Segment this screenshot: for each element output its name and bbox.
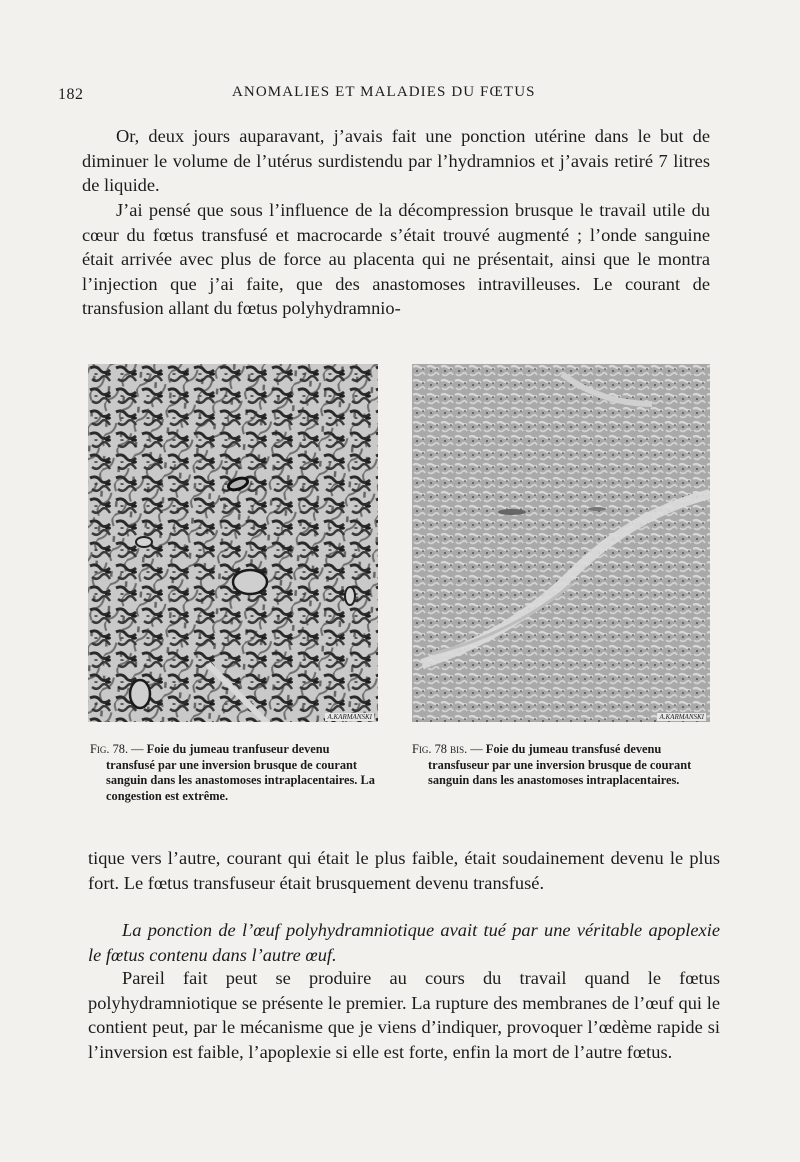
page-number: 182 xyxy=(58,86,84,103)
figure-78-bis-caption xyxy=(412,742,712,789)
caption-first-line: Foie du jumeau tranfuseur devenu xyxy=(146,742,330,756)
paragraph-2: J’ai pensé que sous l’influence de la décompression brusque le travail utile du cœur du fœtus transfusé et macrocarde s’était trouvé augmenté ; l’onde sanguine était arrivée avec plus de force au placenta qui ne présentait, ainsi que le montra l’injection que j’ai faite, que des anastomoses intravilleuses. Le courant de transfusion allant du fœtus polyhydramnio- xyxy=(82,200,710,318)
paragraph-1: Or, deux jours auparavant, j’avais fait une ponction utérine dans le but de diminuer le volume de l’utérus surdistendu par l’hydramnios et j’avais retiré 7 litres de liquide. xyxy=(82,126,710,195)
plate-signature: A.KARMANSKI xyxy=(659,713,704,721)
running-title: ANOMALIES ET MALADIES DU FŒTUS xyxy=(232,84,536,100)
caption-first-line: Foie du jumeau transfusé devenu xyxy=(485,742,662,756)
caption-continuation: transfuseur par une inversion brusque de courant sanguin dans les anastomoses intraplacentaires. xyxy=(428,757,692,788)
figure-78-bis-plate xyxy=(412,364,710,722)
figure-78-caption xyxy=(90,742,390,804)
liver-micrograph-image xyxy=(412,364,710,722)
liver-micrograph-image xyxy=(88,364,378,722)
paragraph-4-italic: La ponction de l’œuf polyhydramniotique avait tué par une véritable apoplexie le fœtus contenu dans l’autre œuf. xyxy=(88,920,720,965)
figure-78-plate xyxy=(88,364,378,722)
plate-signature: A.KARMANSKI xyxy=(327,713,372,721)
paragraph-5: Pareil fait peut se produire au cours du travail quand le fœtus polyhydramniotique se présente le premier. La rupture des membranes de l’œuf qui le contient peut, par le mécanisme que je viens d’indiquer, provoquer l’œdème rapide si l’inversion est faible, l’apoplexie si elle est forte, enfin la mort de l’autre fœtus. xyxy=(88,968,720,1062)
caption-label: Fig. 78. — xyxy=(90,742,144,756)
caption-continuation: transfusé par une inversion brusque de courant sanguin dans les anastomoses intraplacentaires. La congestion est extrême. xyxy=(106,757,375,803)
paragraph-3: tique vers l’autre, courant qui était le plus faible, était soudainement devenu le plus fort. Le fœtus transfuseur était brusquement devenu transfusé. xyxy=(88,848,720,893)
caption-label: Fig. 78 bis. — xyxy=(412,742,483,756)
